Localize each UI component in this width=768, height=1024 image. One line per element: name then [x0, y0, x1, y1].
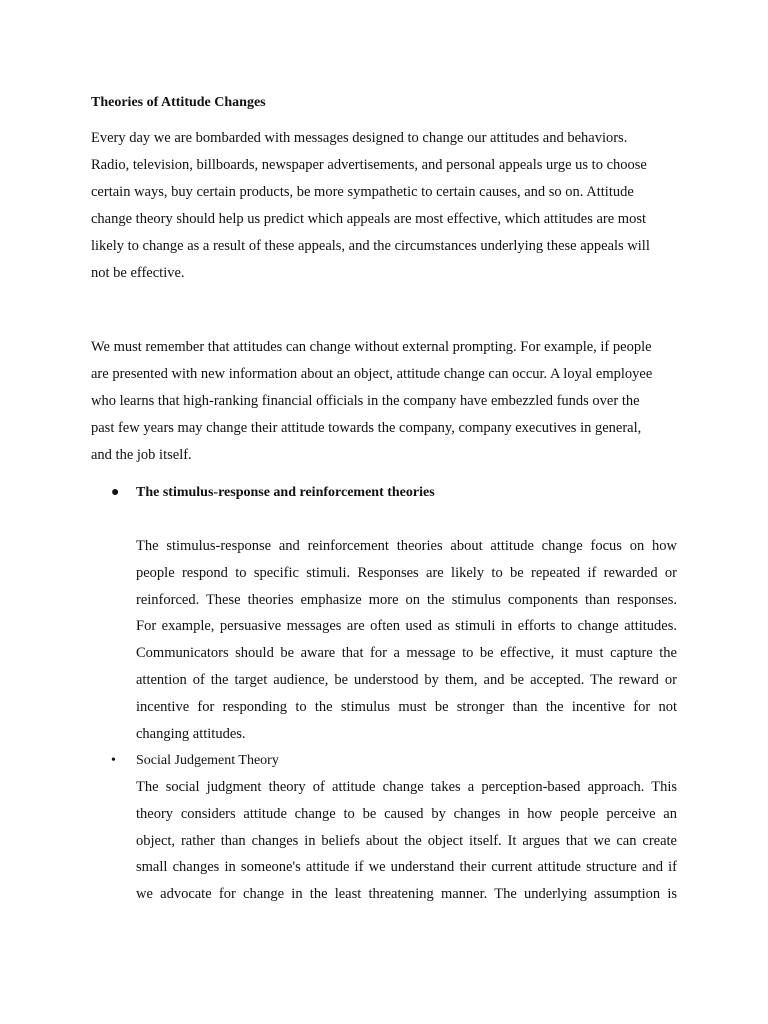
text-line: are presented with new information about an object, attitude change can occur. A loyal employee	[91, 366, 653, 382]
text-line: For example, persuasive messages are often used as stimuli in efforts to change attitudes.	[136, 618, 677, 635]
text-line: likely to change as a result of these appeals, and the circumstances underlying these appeals will	[91, 238, 650, 254]
text-line: and the job itself.	[91, 447, 192, 463]
text-line: not be effective.	[91, 265, 185, 281]
text-line: who learns that high-ranking financial officials in the company have embezzled funds over the	[91, 393, 640, 409]
text-line: reinforced. These theories emphasize more on the stimulus components than responses.	[136, 591, 677, 608]
stimulus-response-paragraph	[136, 533, 677, 747]
text-line: We must remember that attitudes can change without external prompting. For example, if people	[91, 339, 652, 355]
text-line: small changes in someone's attitude if we understand their current attitude structure and if	[136, 859, 677, 876]
text-line: changing attitudes.	[136, 725, 246, 742]
text-line: Radio, television, billboards, newspaper advertisements, and personal appeals urge us to choose	[91, 157, 647, 173]
social-judgement-paragraph	[136, 774, 677, 908]
text-line: Communicators should be aware that for a message to be effective, it must capture the	[136, 645, 677, 662]
second-paragraph	[91, 334, 681, 469]
section-heading-stimulus-response: The stimulus-response and reinforcement theories	[136, 485, 435, 500]
text-line: certain ways, buy certain products, be more sympathetic to certain causes, and so on. Attitude	[91, 184, 634, 200]
section-heading-social-judgement: Social Judgement Theory	[136, 753, 279, 768]
text-line: we advocate for change in the least threatening manner. The underlying assumption is	[136, 886, 677, 903]
text-line: The social judgment theory of attitude change takes a perception-based approach. This	[136, 779, 677, 795]
text-line: attention of the target audience, be understood by them, and be accepted. The reward or	[136, 671, 677, 688]
text-line: theory considers attitude change to be caused by changes in how people perceive an	[136, 805, 677, 822]
text-line: The stimulus-response and reinforcement theories about attitude change focus on how	[136, 538, 677, 554]
intro-paragraph	[91, 125, 681, 287]
text-line: people respond to specific stimuli. Responses are likely to be repeated if rewarded or	[136, 564, 677, 581]
document-title: Theories of Attitude Changes	[91, 95, 266, 110]
text-line: Every day we are bombarded with messages designed to change our attitudes and behaviors.	[91, 130, 628, 146]
text-line: incentive for responding to the stimulus must be stronger than the incentive for not	[136, 698, 677, 715]
bullet-dot-icon: ●	[111, 485, 120, 500]
text-line: object, rather than changes in beliefs about the object itself. It argues that we can create	[136, 832, 677, 849]
bullet-dot-icon: •	[111, 753, 116, 768]
text-line: past few years may change their attitude towards the company, company executives in general,	[91, 420, 642, 436]
text-line: change theory should help us predict which appeals are most effective, which attitudes are most	[91, 211, 646, 227]
